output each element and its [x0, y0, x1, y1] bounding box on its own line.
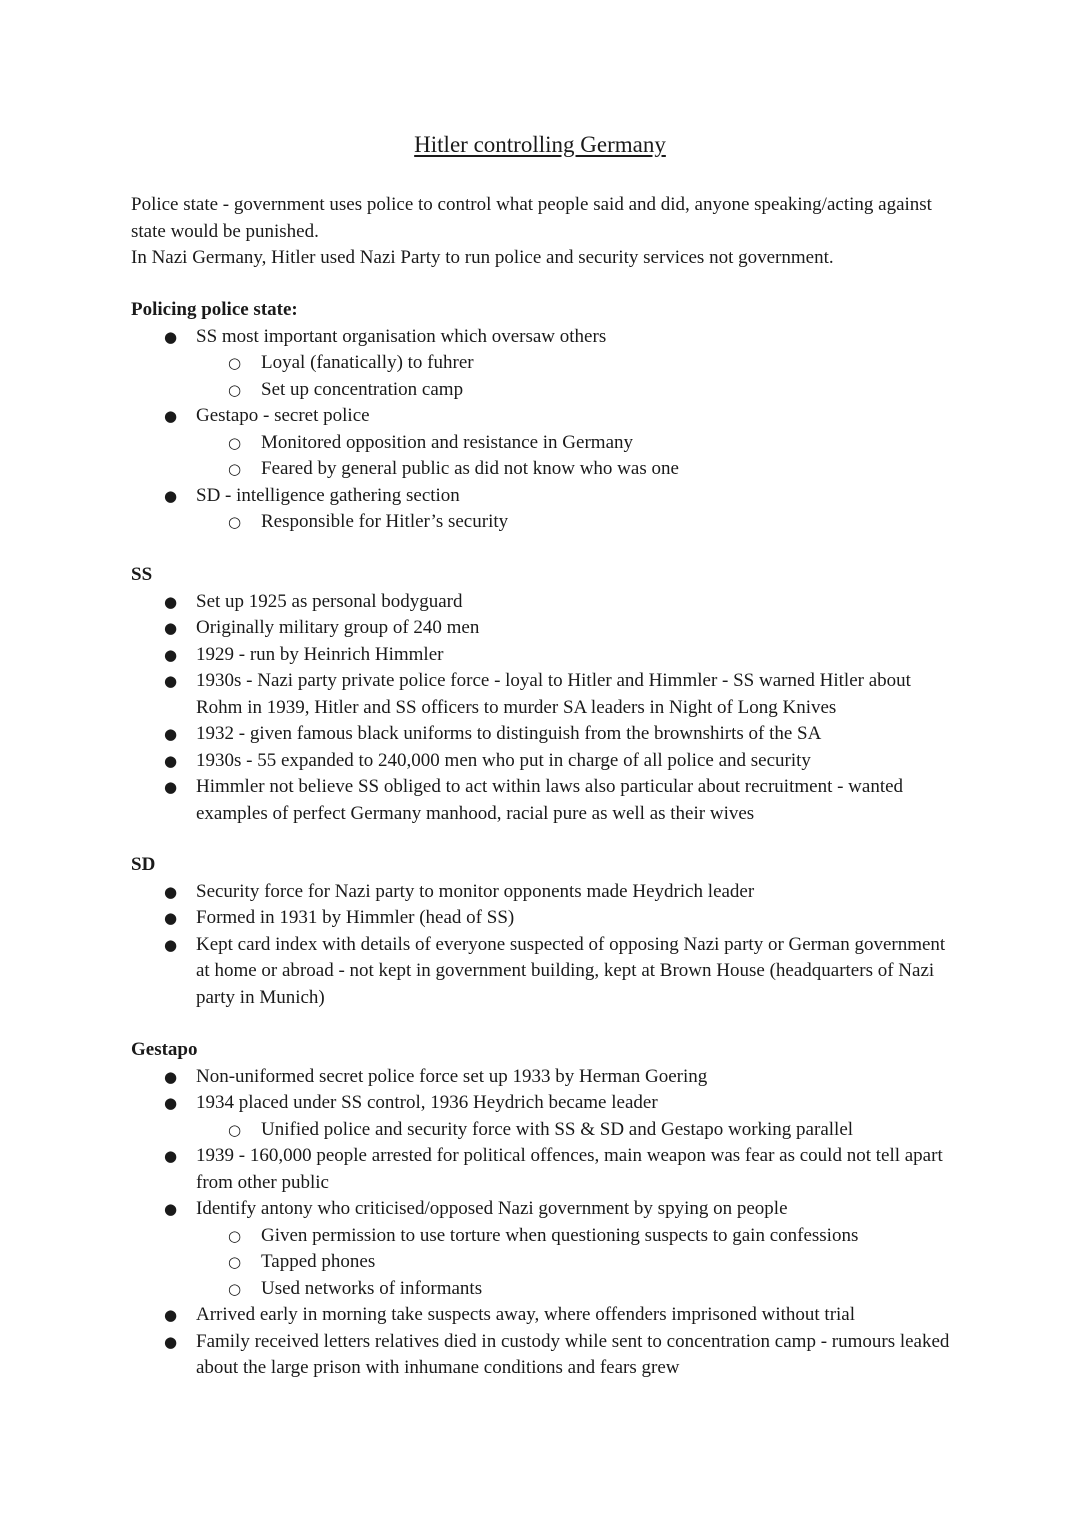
- policing-section: [131, 297, 961, 536]
- sd-list: [131, 879, 961, 1012]
- list-item: ● Set up 1925 as personal bodyguard: [131, 589, 961, 616]
- list-item: ● Originally military group of 240 men: [131, 615, 961, 642]
- list-item: ● Arrived early in morning take suspects away, where offenders imprisoned without trial: [131, 1302, 961, 1329]
- list-item: ● 1934 placed under SS control, 1936 Heydrich became leader: [131, 1090, 961, 1117]
- list-item: ● Kept card index with details of everyone suspected of opposing Nazi party or German government at home or abroad - not kept in government building, kept at Brown House (headquarters of Nazi party in Munich): [131, 932, 961, 1012]
- gestapo-section: [131, 1037, 961, 1382]
- list-item: ● Security force for Nazi party to monitor opponents made Heydrich leader: [131, 879, 961, 906]
- sub-list-item: ○ Set up concentration camp: [131, 377, 961, 404]
- page-title: Hitler controlling Germany: [414, 132, 666, 157]
- list-item: ● 1930s - 55 expanded to 240,000 men who put in charge of all police and security: [131, 748, 961, 775]
- list-item: ● SD - intelligence gathering section: [131, 483, 961, 510]
- sub-list-item: ○ Loyal (fanatically) to fuhrer: [131, 350, 961, 377]
- sub-list-item: ○ Monitored opposition and resistance in Germany: [131, 430, 961, 457]
- list-item: ● 1939 - 160,000 people arrested for political offences, main weapon was fear as could not tell apart from other public: [131, 1143, 961, 1196]
- ss-list: [131, 589, 961, 828]
- policing-list: [131, 324, 961, 536]
- list-item: ● 1932 - given famous black uniforms to distinguish from the brownshirts of the SA: [131, 721, 961, 748]
- sd-section: [131, 852, 961, 1011]
- intro-definition: Police state - government uses police to control what people said and did, anyone speaking/acting against state would be punished.: [131, 194, 932, 242]
- gestapo-list: [131, 1064, 961, 1382]
- ss-section: [131, 562, 961, 827]
- sub-list-item: ○ Used networks of informants: [131, 1276, 961, 1303]
- section-heading-sd: SD: [131, 854, 156, 875]
- list-item: ● Identify antony who criticised/opposed Nazi government by spying on people: [131, 1196, 961, 1223]
- sub-list-item: ○ Tapped phones: [131, 1249, 961, 1276]
- list-item: ● Gestapo - secret police: [131, 403, 961, 430]
- section-heading-policing: Policing police state:: [131, 299, 298, 320]
- list-item: ● SS most important organisation which oversaw others: [131, 324, 961, 351]
- list-item: ● Himmler not believe SS obliged to act within laws also particular about recruitment - wanted examples of perfect Germany manhood, racial pure as well as their wives: [131, 774, 961, 827]
- intro-nazi-germany: In Nazi Germany, Hitler used Nazi Party to run police and security services not government.: [131, 247, 834, 268]
- section-heading-gestapo: Gestapo: [131, 1039, 198, 1060]
- list-item: ● Family received letters relatives died in custody while sent to concentration camp - rumours leaked about the large prison with inhumane conditions and fears grew: [131, 1329, 961, 1382]
- list-item: ● 1929 - run by Heinrich Himmler: [131, 642, 961, 669]
- list-item: ● Non-uniformed secret police force set up 1933 by Herman Goering: [131, 1064, 961, 1091]
- sub-list-item: ○ Unified police and security force with SS & SD and Gestapo working parallel: [131, 1117, 961, 1144]
- sub-list-item: ○ Feared by general public as did not know who was one: [131, 456, 961, 483]
- sub-list-item: ○ Given permission to use torture when questioning suspects to gain confessions: [131, 1223, 961, 1250]
- list-item: ● 1930s - Nazi party private police force - loyal to Hitler and Himmler - SS warned Hitler about Rohm in 1939, Hitler and SS officers to murder SA leaders in Night of Long Knives: [131, 668, 961, 721]
- section-heading-ss: SS: [131, 564, 153, 585]
- list-item: ● Formed in 1931 by Himmler (head of SS): [131, 905, 961, 932]
- intro-section: [131, 192, 961, 272]
- sub-list-item: ○ Responsible for Hitler’s security: [131, 509, 961, 536]
